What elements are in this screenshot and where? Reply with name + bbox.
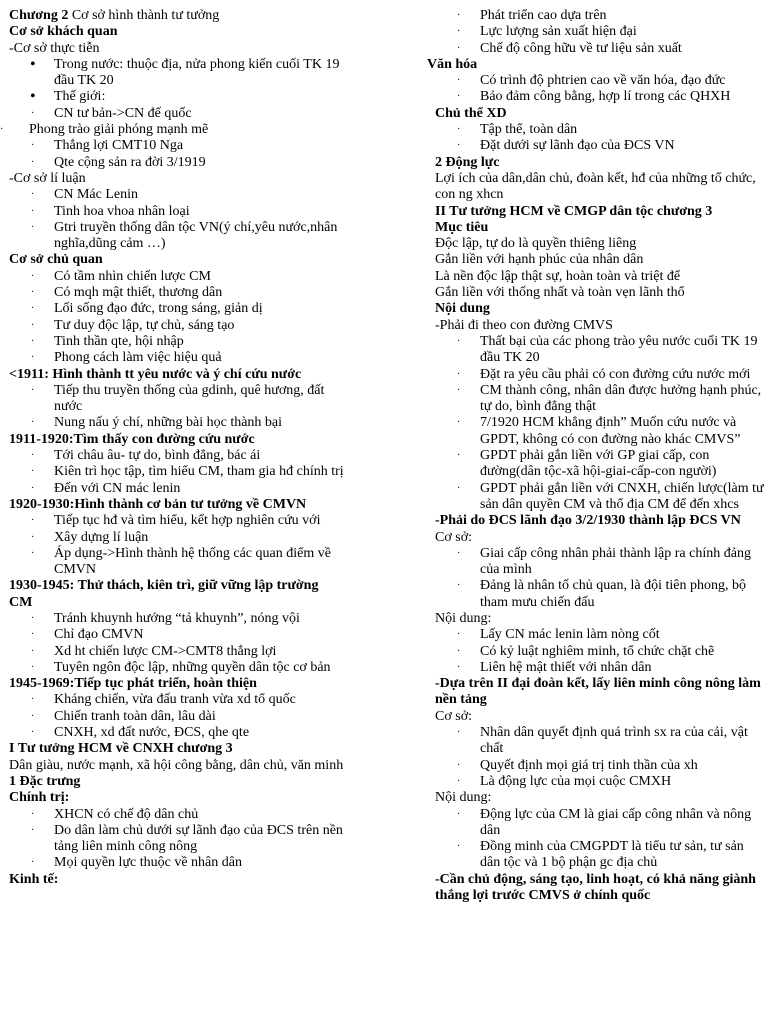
line-text: I Tư tưởng HCM về CNXH chương 3 xyxy=(9,741,233,757)
bullet-item xyxy=(427,725,765,758)
line-text: Cơ sở khách quan xyxy=(9,24,118,40)
line-text: Gắn liền với hạnh phúc của nhân dân xyxy=(435,252,644,268)
bullet-item xyxy=(427,448,765,481)
bullet-marker: · xyxy=(31,645,35,657)
section-heading xyxy=(9,24,344,40)
line-text: Chế độ công hữu về tư liệu sản xuất xyxy=(480,40,682,56)
bullet-item xyxy=(427,415,765,448)
section-heading xyxy=(9,252,344,268)
section-heading xyxy=(427,106,765,122)
bullet-item xyxy=(9,709,344,725)
bullet-item xyxy=(427,758,765,774)
bullet-marker: · xyxy=(0,124,4,136)
bullet-marker: · xyxy=(457,645,461,657)
bullet-marker: · xyxy=(31,156,35,168)
line-text: Cơ sở: xyxy=(435,529,472,545)
bullet-item xyxy=(427,807,765,840)
right-column xyxy=(427,8,765,904)
bullet-item xyxy=(9,530,344,546)
paragraph xyxy=(427,318,765,334)
bullet-marker: · xyxy=(31,221,35,233)
bullet-item xyxy=(9,301,344,317)
line-text: Nhân dân quyết định quá trình sx ra của cải, vật chất xyxy=(480,725,748,757)
bullet-marker: · xyxy=(31,189,35,201)
section-heading xyxy=(427,513,765,529)
bullet-marker: · xyxy=(457,26,461,38)
section-heading xyxy=(9,497,344,513)
bullet-marker: · xyxy=(31,466,35,478)
section-heading xyxy=(427,872,765,905)
bullet-marker: · xyxy=(457,335,461,347)
line-text: XHCN có chế độ dân chủ xyxy=(54,806,199,822)
bullet-marker: • xyxy=(30,55,36,73)
bullet-marker: · xyxy=(457,629,461,641)
line-text: 1920-1930:Hình thành cơ bản tư tưởng về CMVN xyxy=(9,496,307,512)
line-text: 1911-1920:Tìm thấy con đường cứu nước xyxy=(9,431,255,447)
bullet-item xyxy=(427,481,765,514)
bullet-marker: · xyxy=(457,450,461,462)
bullet-item xyxy=(427,644,765,660)
bullet-marker: · xyxy=(31,450,35,462)
line-text: CN tư bản->CN đế quốc xyxy=(54,105,192,121)
line-text: Đặt ra yêu cầu phải có con đường cứu nước mới xyxy=(480,366,751,382)
line-text: Nội dung xyxy=(435,301,490,317)
bullet-marker: · xyxy=(31,205,35,217)
bullet-item xyxy=(9,415,344,431)
bullet-item xyxy=(9,627,344,643)
line-text: Xây dựng lí luận xyxy=(54,529,149,545)
paragraph xyxy=(9,171,344,187)
line-text: Đồng minh của CMGPDT là tiểu tư sản, tư sản dân tộc và 1 bộ phận gc địa chủ xyxy=(480,839,744,871)
line-text: 2 Động lực xyxy=(435,154,500,170)
bullet-marker: · xyxy=(31,417,35,429)
paragraph xyxy=(427,269,765,285)
bullet-marker: · xyxy=(457,482,461,494)
bullet-marker: · xyxy=(31,547,35,559)
bullet-item xyxy=(427,660,765,676)
line-text: Liên hệ mật thiết với nhân dân xyxy=(480,659,652,675)
line-text: Cơ sở: xyxy=(435,708,472,724)
line-text: Gắn liền với thống nhất và toàn vẹn lãnh thổ xyxy=(435,285,685,301)
line-text: Có kỷ luật nghiêm minh, tổ chức chặt chẽ xyxy=(480,643,715,659)
bullet-item xyxy=(9,350,344,366)
bullet-item xyxy=(9,155,344,171)
bullet-item xyxy=(9,220,344,253)
section-heading xyxy=(427,57,765,73)
bullet-marker: · xyxy=(31,303,35,315)
line-text: Chính trị: xyxy=(9,790,70,806)
bullet-marker: · xyxy=(457,10,461,21)
bullet-item xyxy=(427,138,765,154)
paragraph xyxy=(427,611,765,627)
line-text: -Phải đi theo con đường CMVS xyxy=(435,317,613,333)
line-text: -Dựa trên II đại đoàn kết, lấy liên minh công nông làm nền tảng xyxy=(435,676,761,708)
bullet-item xyxy=(9,807,344,823)
bullet-marker: · xyxy=(457,808,461,820)
line-text: Có trình độ phtrien cao về văn hóa, đạo đức xyxy=(480,73,726,89)
line-text: Xd ht chiến lược CM->CMT8 thắng lợi xyxy=(54,643,277,659)
line-text: Tiếp tục hđ và tìm hiểu, kết hợp nghiên cứu với xyxy=(54,513,321,529)
bullet-marker: · xyxy=(31,319,35,331)
line-text: II Tư tưởng HCM về CMGP dân tộc chương 3 xyxy=(435,203,713,219)
bullet-marker: · xyxy=(457,580,461,592)
line-text: Phát triển cao dựa trên xyxy=(480,8,607,23)
section-heading xyxy=(427,204,765,220)
bullet-item xyxy=(9,106,344,122)
bullet-marker: · xyxy=(457,661,461,673)
line-text: Do dân làm chủ dưới sự lãnh đạo của ĐCS trên nền tảng liên minh công nông xyxy=(54,822,343,855)
line-text: Chiến tranh toàn dân, lâu dài xyxy=(54,708,216,724)
bullet-item xyxy=(9,448,344,464)
section-heading xyxy=(9,432,344,448)
bullet-item xyxy=(427,8,765,24)
line-text: <1911: Hình thành tt yêu nước và ý chí cứu nước xyxy=(9,366,302,382)
line-text: -Cơ sở thực tiễn xyxy=(9,40,100,56)
line-text: -Cơ sở lí luận xyxy=(9,170,86,186)
section-heading xyxy=(9,741,344,757)
line-text: Động lực của CM là giai cấp công nhân và nông dân xyxy=(480,806,752,838)
bullet-item xyxy=(427,774,765,790)
bullet-item xyxy=(9,57,344,90)
bullet-marker: · xyxy=(31,384,35,396)
line-text: -Phải do ĐCS lãnh đạo 3/2/1930 thành lập ĐCS VN xyxy=(435,513,741,529)
paragraph xyxy=(427,709,765,725)
line-text: GPDT phải gắn liền với GP giai cấp, con đường(dân tộc-xã hội-giai-cấp-con người) xyxy=(480,448,717,480)
bullet-marker: · xyxy=(31,270,35,282)
line-text: Mọi quyền lực thuộc về nhân dân xyxy=(54,855,242,871)
line-text: Quyết định mọi giá trị tinh thần của xh xyxy=(480,757,698,773)
line-text: GPDT phải gắn liền với CNXH, chiến lược(làm tư sản dân quyền CM và thổ địa CM để đến xhcs xyxy=(480,480,764,512)
line-text: Có tầm nhìn chiến lược CM xyxy=(54,268,211,284)
bullet-marker: · xyxy=(457,124,461,136)
line-text: Đặt dưới sự lãnh đạo của ĐCS VN xyxy=(480,138,675,154)
section-heading xyxy=(9,367,344,383)
bullet-item xyxy=(9,464,344,480)
line-text: Tiếp thu truyền thống của gdinh, quê hương, đất nước xyxy=(54,382,325,415)
line-text: Thắng lợi CMT10 Nga xyxy=(54,138,184,154)
bullet-item xyxy=(9,513,344,529)
line-text: Đảng là nhân tố chủ quan, là đội tiên phong, bộ tham mưu chiến đấu xyxy=(480,578,746,610)
bullet-item xyxy=(427,24,765,40)
bullet-marker: · xyxy=(31,694,35,706)
bullet-marker: · xyxy=(457,775,461,787)
line-text: CN Mác Lenin xyxy=(54,187,138,203)
bullet-item xyxy=(427,546,765,579)
bullet-marker: · xyxy=(31,710,35,722)
line-text: Tinh thần qte, hội nhập xyxy=(54,333,184,349)
line-text: Đến với CN mác lenin xyxy=(54,480,181,496)
line-text: Chỉ đạo CMVN xyxy=(54,627,144,643)
bullet-item xyxy=(9,611,344,627)
line-text: Áp dụng->Hình thành hệ thống các quan điểm về CMVN xyxy=(54,545,331,578)
line-text: Giai cấp công nhân phải thành lập ra chính đảng của mình xyxy=(480,545,751,578)
bullet-marker: · xyxy=(31,612,35,624)
bullet-item xyxy=(9,318,344,334)
bullet-marker: · xyxy=(457,91,461,103)
line-text: Cơ sở chủ quan xyxy=(9,252,103,268)
paragraph xyxy=(427,171,765,204)
line-text: Tuyên ngôn độc lập, những quyền dân tộc cơ bản xyxy=(54,659,331,675)
bullet-marker: · xyxy=(457,547,461,559)
line-text: Tới châu âu- tự do, bình đẳng, bác ái xyxy=(54,448,261,464)
bullet-item xyxy=(0,122,344,138)
section-heading xyxy=(427,220,765,236)
bullet-item xyxy=(9,823,344,856)
bullet-item xyxy=(427,41,765,57)
bullet-marker: · xyxy=(457,368,461,380)
bullet-item xyxy=(9,481,344,497)
bullet-item xyxy=(9,383,344,416)
line-text: 1945-1969:Tiếp tục phát triển, hoàn thiện xyxy=(9,676,257,692)
line-text: CNXH, xd đất nước, ĐCS, qhe qte xyxy=(54,725,250,741)
line-text: Thất bại của các phong trào yêu nước cuối TK 19 đầu TK 20 xyxy=(480,333,758,366)
bullet-item xyxy=(9,334,344,350)
line-text: Tập thể, toàn dân xyxy=(480,122,578,138)
section-heading xyxy=(427,155,765,171)
section-heading xyxy=(9,676,344,692)
bullet-item xyxy=(427,383,765,416)
line-text: Lực lượng sản xuất hiện đại xyxy=(480,24,637,40)
line-text: Gtri truyền thống dân tộc VN(ý chí,yêu nước,nhân nghĩa,dũng cảm …) xyxy=(54,219,338,252)
bullet-item xyxy=(9,855,344,871)
paragraph xyxy=(427,790,765,806)
bullet-marker: · xyxy=(457,140,461,152)
bullet-marker: · xyxy=(31,531,35,543)
bullet-marker: · xyxy=(31,140,35,152)
bullet-item xyxy=(9,692,344,708)
paragraph xyxy=(427,530,765,546)
bullet-item xyxy=(9,660,344,676)
bullet-item xyxy=(427,627,765,643)
bullet-marker: · xyxy=(31,287,35,299)
bullet-marker: · xyxy=(31,515,35,527)
bullet-item xyxy=(427,334,765,367)
bullet-marker: · xyxy=(31,727,35,739)
section-heading xyxy=(9,578,344,611)
bullet-marker: · xyxy=(31,808,35,820)
line-text: 1 Đặc trưng xyxy=(9,773,81,789)
section-heading xyxy=(427,676,765,709)
line-text: Độc lập, tự do là quyền thiêng liêng xyxy=(435,236,637,252)
bullet-item xyxy=(427,89,765,105)
bullet-marker: · xyxy=(31,824,35,836)
line-text: Văn hóa xyxy=(427,56,478,72)
paragraph xyxy=(427,236,765,252)
bullet-marker: • xyxy=(30,88,36,106)
line-text: Kháng chiến, vừa đấu tranh vừa xd tổ quốc xyxy=(54,692,296,708)
bullet-marker: · xyxy=(31,629,35,641)
bullet-item xyxy=(427,122,765,138)
line-text: Trong nước: thuộc địa, nửa phong kiến cuối TK 19 đầu TK 20 xyxy=(54,56,340,89)
chapter-label: Chương 2 xyxy=(9,8,69,23)
bullet-item xyxy=(427,367,765,383)
line-text: Kinh tế: xyxy=(9,871,59,887)
bullet-item xyxy=(9,89,344,105)
line-text: Nội dung: xyxy=(435,790,492,806)
bullet-marker: · xyxy=(31,482,35,494)
bullet-item xyxy=(9,187,344,203)
section-heading xyxy=(9,774,344,790)
line-text: Dân giàu, nước mạnh, xã hội công bằng, dân chủ, văn minh xyxy=(9,757,344,773)
bullet-item xyxy=(9,644,344,660)
left-column xyxy=(0,8,344,888)
line-text: Kiên trì học tập, tìm hiểu CM, tham gia hđ chính trị xyxy=(54,464,344,480)
bullet-marker: · xyxy=(457,417,461,429)
bullet-item xyxy=(427,73,765,89)
paragraph xyxy=(427,252,765,268)
line-text: Phong cách làm việc hiệu quả xyxy=(54,350,222,366)
paragraph xyxy=(427,285,765,301)
chapter-title: Cơ sở hình thành tư tưởng xyxy=(68,8,220,23)
bullet-marker: · xyxy=(31,857,35,869)
line-text: CM thành công, nhân dân được hưởng hạnh phúc, tự do, bình đẳng thật xyxy=(480,382,762,415)
bullet-marker: · xyxy=(457,759,461,771)
line-text: Qte cộng sản ra đời 3/1919 xyxy=(54,154,206,170)
paragraph xyxy=(9,41,344,57)
paragraph xyxy=(9,758,344,774)
line-text: Là động lực của mọi cuộc CMXH xyxy=(480,773,672,789)
bullet-marker: · xyxy=(457,75,461,87)
line-text: Nội dung: xyxy=(435,610,492,626)
bullet-marker: · xyxy=(457,841,461,853)
section-heading xyxy=(9,790,344,806)
bullet-marker: · xyxy=(457,727,461,739)
line-text: 1930-1945: Thử thách, kiên trì, giữ vững lập trường CM xyxy=(9,578,319,610)
bullet-item xyxy=(9,138,344,154)
chapter-heading xyxy=(9,8,344,24)
bullet-item xyxy=(427,578,765,611)
bullet-item xyxy=(9,204,344,220)
line-text: Chủ thể XD xyxy=(435,105,507,121)
bullet-item xyxy=(9,546,344,579)
bullet-marker: · xyxy=(31,107,35,119)
line-text: Mục tiêu xyxy=(435,219,489,235)
bullet-item xyxy=(427,839,765,872)
line-text: -Cần chủ động, sáng tạo, linh hoạt, có khả năng giành thắng lợi trước CMVS ở chính quốc xyxy=(435,871,756,904)
line-text: Có mqh mật thiết, thương dân xyxy=(54,285,223,301)
line-text: Lấy CN mác lenin làm nòng cốt xyxy=(480,627,660,643)
section-heading xyxy=(427,301,765,317)
bullet-item xyxy=(9,269,344,285)
line-text: Tư duy độc lập, tự chủ, sáng tạo xyxy=(54,317,235,333)
section-heading xyxy=(9,872,344,888)
bullet-marker: · xyxy=(31,335,35,347)
bullet-marker: · xyxy=(457,384,461,396)
bullet-marker: · xyxy=(457,42,461,54)
line-text: Lợi ích của dân,dân chủ, đoàn kết, hđ của những tổ chức, con ng xhcn xyxy=(435,170,756,203)
bullet-item xyxy=(9,725,344,741)
bullet-item xyxy=(9,285,344,301)
line-text: Thế giới: xyxy=(54,89,106,105)
line-text: Lối sống đạo đức, trong sáng, giản dị xyxy=(54,301,263,317)
line-text: Phong trào giải phóng mạnh mẽ xyxy=(29,122,209,138)
line-text: Tinh hoa vhoa nhân loại xyxy=(54,203,190,219)
line-text: Bảo đảm công bằng, hợp lí trong các QHXH xyxy=(480,89,731,105)
line-text: 7/1920 HCM khẳng định” Muốn cứu nước và GPDT, không có con đường nào khác CMVS” xyxy=(480,415,741,447)
bullet-marker: · xyxy=(31,661,35,673)
line-text: Tránh khuynh hướng “tả khuynh”, nóng vội xyxy=(54,610,300,626)
bullet-marker: · xyxy=(31,352,35,364)
line-text: Nung nấu ý chí, những bài học thành bại xyxy=(54,415,283,431)
line-text: Là nền độc lập thật sự, hoàn toàn và triệt để xyxy=(435,268,681,284)
